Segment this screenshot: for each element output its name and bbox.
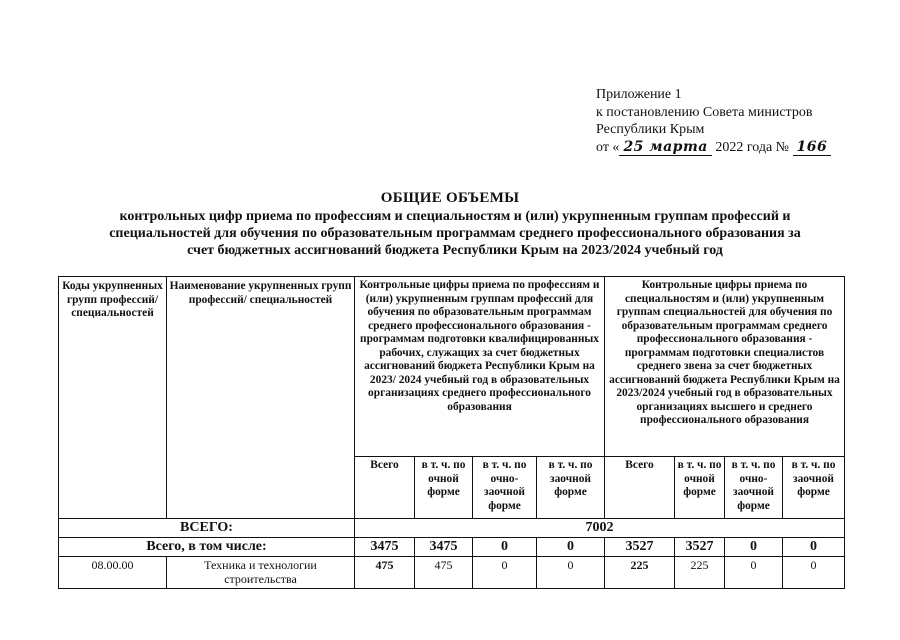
sub-header-full-time-1: в т. ч. по очной форме	[415, 457, 473, 519]
including-value: 0	[725, 538, 783, 557]
header-codes: Коды укрупненных групп профессий/ специальностей	[59, 277, 167, 519]
subtitle-line-2: специальностей для обучения по образовательным программам среднего профессионального образования за	[109, 226, 801, 241]
date-prefix: от «	[596, 139, 620, 155]
grand-total-value: 7002	[355, 519, 845, 538]
document-title: ОБЩИЕ ОБЪЕМЫ	[380, 190, 520, 206]
handwritten-date: 25 марта	[619, 139, 711, 156]
row-name: Техника и технологии строительства	[167, 557, 355, 589]
including-value: 3475	[415, 538, 473, 557]
handwritten-number: 166	[793, 139, 832, 156]
row-value: 0	[725, 557, 783, 589]
header-group-workers: Контрольные цифры приема по профессиям и (или) укрупненным группам профессий для обучения по образовательным программам среднего профессионального образования - программам подготовки квалифицированных рабочих, служащих за счет бюджетных ассигнований бюджета Республики Крым на 2023/ 2024 учебный год в образовательных организациях среднего профессионального образования	[355, 277, 605, 457]
including-label: Всего, в том числе:	[59, 538, 355, 557]
including-value: 0	[537, 538, 605, 557]
including-value: 3475	[355, 538, 415, 557]
including-value: 0	[783, 538, 845, 557]
including-value: 3527	[675, 538, 725, 557]
document-subtitle	[70, 208, 840, 259]
header-group-specialists: Контрольные цифры приема по специальностям и (или) укрупненным группам специальностей для обучения по образовательным программам среднего профессионального образования - программам подготовки специалистов среднего звена за счет бюджетных ассигнований бюджета Республики Крым на 2023/2024 учебный год в образовательных организациях высшего и среднего профессионального образования	[605, 277, 845, 457]
including-value: 3527	[605, 538, 675, 557]
sub-header-total-2: Всего	[605, 457, 675, 519]
sub-header-correspondence-1: в т. ч. по заочной форме	[537, 457, 605, 519]
grand-total-label: ВСЕГО:	[59, 519, 355, 538]
row-value: 225	[675, 557, 725, 589]
sub-header-part-time-2: в т. ч. по очно-заочной форме	[725, 457, 783, 519]
row-value: 475	[415, 557, 473, 589]
row-value: 475	[355, 557, 415, 589]
row-value: 0	[473, 557, 537, 589]
appendix-line-1: Приложение 1	[596, 87, 682, 102]
row-value: 0	[537, 557, 605, 589]
sub-header-full-time-2: в т. ч. по очной форме	[675, 457, 725, 519]
header-name: Наименование укрупненных групп профессий/ специальностей	[167, 277, 355, 519]
appendix-line-3: Республики Крым	[596, 122, 705, 137]
subtitle-line-1: контрольных цифр приема по профессиям и специальностям и (или) укрупненным группам профессий и	[119, 209, 791, 224]
date-suffix: 2022 года №	[711, 139, 790, 155]
table-row	[59, 557, 845, 589]
subtitle-line-3: счет бюджетных ассигнований бюджета Республики Крым на 2023/2024 учебный год	[187, 243, 723, 258]
sub-header-part-time-1: в т. ч. по очно-заочной форме	[473, 457, 537, 519]
appendix-date-line	[596, 139, 831, 157]
including-value: 0	[473, 538, 537, 557]
appendix-block	[596, 86, 831, 156]
row-value: 225	[605, 557, 675, 589]
sub-header-total-1: Всего	[355, 457, 415, 519]
sub-header-correspondence-2: в т. ч. по заочной форме	[783, 457, 845, 519]
row-value: 0	[783, 557, 845, 589]
appendix-line-2: к постановлению Совета министров	[596, 104, 813, 120]
row-code: 08.00.00	[59, 557, 167, 589]
admission-table	[58, 276, 845, 589]
